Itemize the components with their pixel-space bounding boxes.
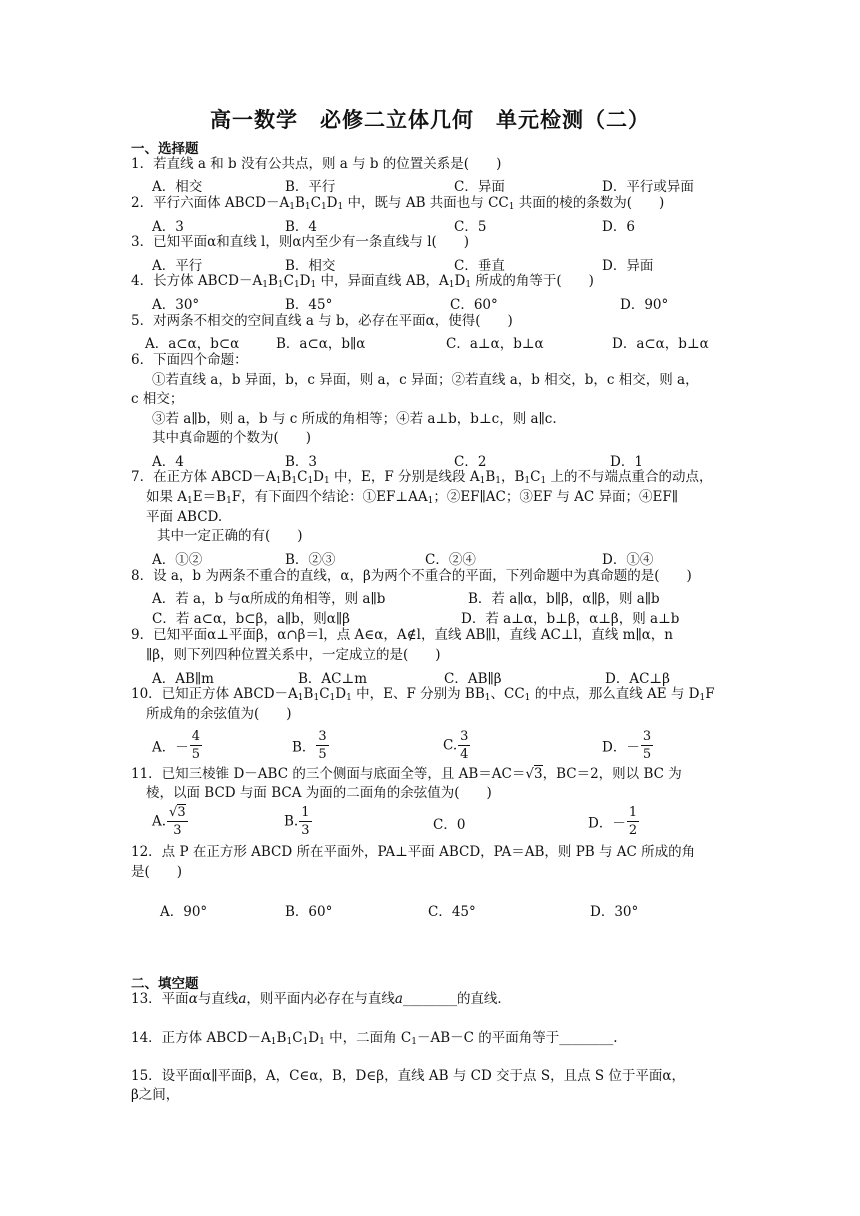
question-14: 14．正方体 $ABCD-A_1B_1C_1D_1$ 中，二面角 $C_1-AB-C$ 的平面角等于________. <box>131 1030 618 1047</box>
question-11-options <box>0 804 860 840</box>
question-15: 15．设平面α∥平面β，A，C∈α，B，D∈β，直线 AB 与 CD 交于点 S，且点 S 位于平面α， <box>131 1068 686 1084</box>
question-6: 6．下面四个命题： <box>131 352 248 368</box>
q6-option-d: D．1 <box>610 454 643 470</box>
question-4: 4．长方体 $ABCD-A_1B_1C_1D_1$ 中，异面直线 AB，$A_1D_1$ 所成的角等于( ) <box>131 273 594 290</box>
q2-option-b: B．4 <box>285 219 318 235</box>
q8-option-a: A．若 a，b 与α所成的角相等，则 a∥b <box>152 591 386 607</box>
q9-option-a: A．AB∥m <box>152 671 214 687</box>
question-6-statement-line-3: ③若 a∥b，则 a，b 与 c 所成的角相等；④若 a⊥b，b⊥c，则 a∥c. <box>152 411 557 427</box>
question-6-statement-line-2: c 相交； <box>131 391 184 407</box>
q6-option-a: A．4 <box>152 454 184 470</box>
question-3-options <box>0 254 860 274</box>
question-7: 7．在正方体 $ABCD-A_1B_1C_1D_1$ 中，E，F 分别是线段 $A_1B_1$，$B_1C_1$ 上的不与端点重合的动点， <box>131 469 713 486</box>
question-3: 3．已知平面α和直线 l，则α内至少有一条直线与 l( ) <box>131 234 470 250</box>
q10-option-c: C. $\frac{3}{4}$ <box>443 729 469 762</box>
q6-option-c: C．2 <box>454 454 487 470</box>
q5-option-b: B．a⊂α，b∥α <box>276 336 366 352</box>
q12-option-b: B．60° <box>285 904 333 920</box>
page-title: 高一数学 必修二立体几何 单元检测（二） <box>210 107 650 132</box>
question-5-options <box>0 332 860 352</box>
q6-option-b: B．3 <box>285 454 318 470</box>
q2-option-d: D．6 <box>602 219 635 235</box>
q11-option-a: A. $\frac{√3}{3}$ <box>152 805 186 838</box>
question-7-prompt: 其中一定正确的有( ) <box>157 528 303 544</box>
q11-option-b: B. $\frac{1}{3}$ <box>284 805 310 838</box>
question-6-options <box>0 450 860 470</box>
question-8-options-row-1 <box>0 587 860 607</box>
q4-option-b: B．45° <box>285 297 333 313</box>
question-10-line-2: 所成角的余弦值为( ) <box>146 706 292 722</box>
q7-option-d: D．①④ <box>602 552 654 568</box>
q7-option-c: C．②④ <box>425 552 476 568</box>
q1-option-b: B．平行 <box>285 179 336 195</box>
q7-option-a: A．①② <box>152 552 203 568</box>
q10-option-a: A．－ $\frac{4}{5}$ <box>152 729 201 762</box>
sqrt-symbol: √ <box>525 766 534 782</box>
q3-option-c: C．垂直 <box>454 258 505 274</box>
q8-option-d: D．若 a⊥α，b⊥β，α⊥β，则 a⊥b <box>461 611 680 627</box>
question-12: 12．点 P 在正方形 ABCD 所在平面外，PA⊥平面 ABCD，PA＝AB，则 PB 与 AC 所成的角 <box>131 844 696 860</box>
q3-option-b: B．相交 <box>285 258 336 274</box>
q4-option-c: C．60° <box>450 297 498 313</box>
q10-option-d: D．－ $\frac{3}{5}$ <box>602 729 652 762</box>
question-6-statement-line-1: ①若直线 a，b 异面，b，c 异面，则 a，c 异面；②若直线 a，b 相交，b，c 相交，则 a， <box>152 372 699 388</box>
q3-option-d: D．异面 <box>602 258 654 274</box>
question-4-options <box>0 293 860 313</box>
question-1: 1．若直线 a 和 b 没有公共点，则 a 与 b 的位置关系是( ) <box>131 156 502 172</box>
q7-option-b: B．②③ <box>285 552 336 568</box>
q4-option-d: D．90° <box>620 297 669 313</box>
q12-option-d: D．30° <box>590 904 639 920</box>
q4-option-a: A．30° <box>152 297 200 313</box>
question-8: 8．设 a，b 为两条不重合的直线，α，β为两个不重合的平面，下列命题中为真命题的是( ) <box>131 568 692 584</box>
question-6-prompt: 其中真命题的个数为( ) <box>152 430 312 446</box>
section-fill-heading: 二、填空题 <box>131 976 199 992</box>
q11-option-d: D．－ $\frac{1}{2}$ <box>588 805 638 838</box>
q5-option-d: D．a⊂α，b⊥α <box>612 336 709 352</box>
question-2: 2．平行六面体 $ABCD-A_1B_1C_1D_1$ 中，既与 AB 共面也与 $CC_1$ 共面的棱的条数为( ) <box>131 195 665 212</box>
q9-option-c: C．AB∥β <box>444 671 502 687</box>
question-15-line-2: β之间， <box>131 1087 180 1103</box>
question-10: 10．已知正方体 $ABCD-A_1B_1C_1D_1$ 中，E、F 分别为 $BB_1$、$CC_1$ 的中点，那么直线 AE 与 $D_1F$ <box>131 686 715 703</box>
q8-option-c: C．若 a⊂α，b⊂β，a∥b，则α∥β <box>152 611 350 627</box>
question-13: 13．平面α与直线a，则平面内必存在与直线a________的直线． <box>131 991 511 1007</box>
question-9: 9．已知平面α⊥平面β，α∩β＝l，点 A∈α，A∉l，直线 AB∥l，直线 AC⊥l，直线 m∥α，n <box>131 627 674 643</box>
question-11: 11．已知三棱锥 D－ABC 的三个侧面与底面全等，且 AB＝AC＝√3，BC＝2，则以 BC 为 <box>131 766 682 782</box>
question-1-options <box>0 175 860 195</box>
question-11-line-2: 棱，以面 BCD 与面 BCA 为面的二面角的余弦值为( ) <box>146 785 492 801</box>
question-12-options <box>0 900 860 920</box>
q11-option-c: C．0 <box>433 817 466 833</box>
question-5: 5．对两条不相交的空间直线 a 与 b，必存在平面α，使得( ) <box>131 313 513 329</box>
q5-option-a: A．a⊂α，b⊂α <box>145 336 240 352</box>
q1-option-c: C．异面 <box>454 179 505 195</box>
question-12-line-2: 是( ) <box>131 864 183 880</box>
q9-option-d: D．AC⊥β <box>605 671 670 687</box>
q1-option-a: A．相交 <box>152 179 203 195</box>
q8-option-b: B．若 a∥α，b∥β，α∥β，则 a∥b <box>468 591 660 607</box>
question-9-line-2: ∥β，则下列四种位置关系中，一定成立的是( ) <box>146 647 441 663</box>
q9-option-b: B．AC⊥m <box>298 671 367 687</box>
question-9-options <box>0 667 860 687</box>
q5-option-c: C．a⊥α，b⊥α <box>446 336 544 352</box>
q3-option-a: A．平行 <box>152 258 203 274</box>
q2-option-a: A．3 <box>152 219 184 235</box>
sqrt-symbol: √ <box>169 805 178 820</box>
q10-option-b: B． $\frac{3}{5}$ <box>292 729 327 762</box>
q12-option-a: A．90° <box>160 904 208 920</box>
question-7-line-2: 如果 $A_1E=B_1F$，有下面四个结论：$①EF\perp AA_1$；②EF∥AC；③EF 与 AC 异面；④EF∥ <box>146 489 678 506</box>
question-10-options <box>0 728 860 764</box>
q2-option-c: C．5 <box>454 219 487 235</box>
question-2-options <box>0 215 860 235</box>
question-8-options-row-2 <box>0 607 860 627</box>
section-choice-heading: 一、选择题 <box>131 141 199 157</box>
q1-option-d: D．平行或异面 <box>602 179 694 195</box>
question-7-line-3: 平面 ABCD. <box>146 509 223 525</box>
question-7-options <box>0 548 860 568</box>
q12-option-c: C．45° <box>428 904 476 920</box>
